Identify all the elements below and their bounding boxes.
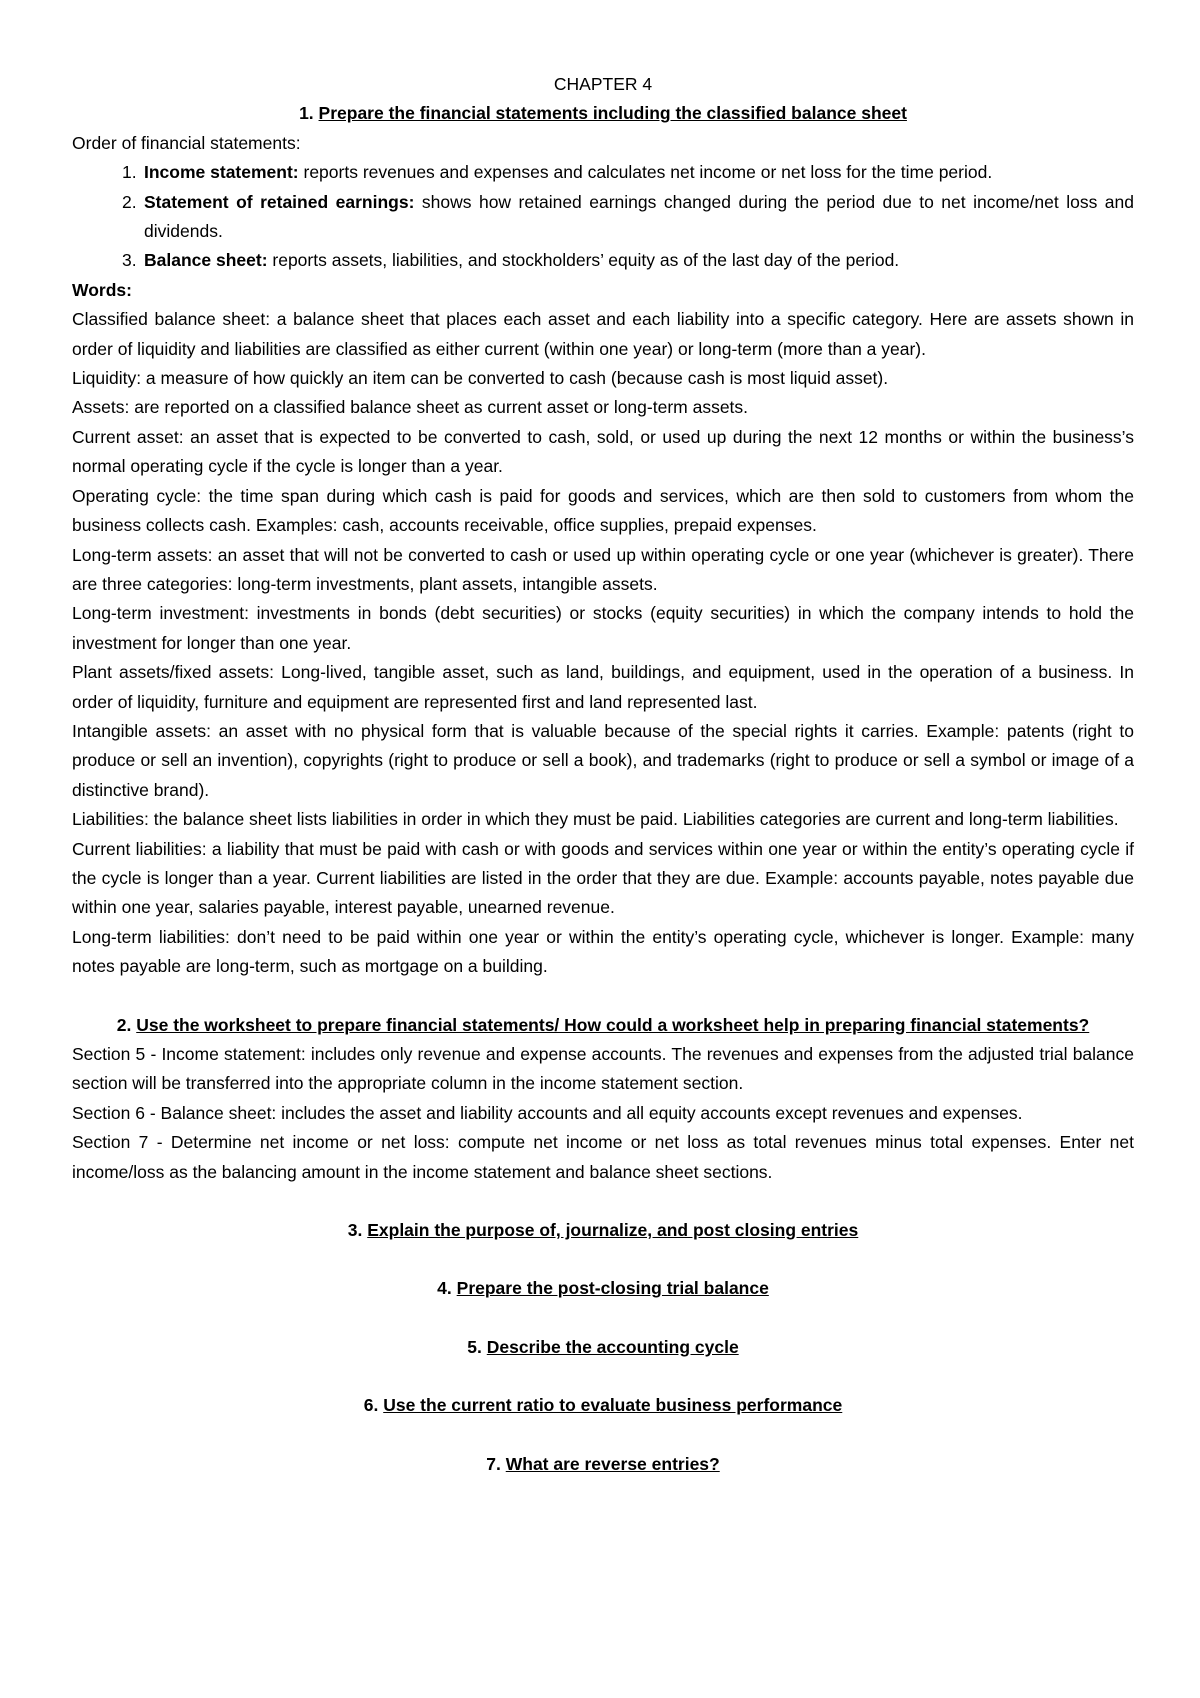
section-4-heading — [72, 1274, 1134, 1303]
section-1-title: Prepare the financial statements including the classified balance sheet — [318, 103, 907, 124]
chapter-title: CHAPTER 4 — [553, 74, 653, 94]
words-label: Words: — [72, 279, 132, 300]
order-item — [72, 188, 1134, 247]
section-6-heading — [72, 1391, 1134, 1420]
section-7-number: 7. — [486, 1453, 501, 1474]
definition: Plant assets/fixed assets: Long-lived, tangible asset, such as land, buildings, and equipment, used in the operation of a business. In order of liquidity, furniture and equipment are represented first and land represented last. — [72, 662, 1134, 712]
definition: Liquidity: a measure of how quickly an item can be converted to cash (because cash is most liquid asset). — [72, 368, 889, 389]
section-6-title: Use the current ratio to evaluate business performance — [383, 1395, 843, 1416]
section-3-title: Explain the purpose of, journalize, and post closing entries — [367, 1220, 859, 1241]
definition: Intangible assets: an asset with no physical form that is valuable because of the special rights it carries. Example: patents (right to produce or sell an invention), copyrights (right to produce or sell a book), and trademarks (right to produce or sell a symbol or image of a distinctive brand). — [72, 720, 1134, 800]
spacer — [72, 1304, 1134, 1333]
section-2-heading — [72, 1011, 1134, 1040]
definition: Classified balance sheet: a balance sheet that places each asset and each liability into a specific category. Here are assets shown in order of liquidity and liabilities are classified as either current (within one year) or long-term (more than a year). — [72, 309, 1134, 359]
section-7-heading — [72, 1450, 1134, 1479]
order-intro: Order of financial statements: — [72, 132, 301, 153]
order-item-term: Balance sheet: — [144, 250, 268, 271]
order-item — [72, 158, 1134, 187]
order-item-number: 2. — [122, 191, 137, 212]
order-item-term: Income statement: — [144, 162, 299, 183]
order-item-number: 1. — [122, 162, 137, 183]
section-4-title: Prepare the post-closing trial balance — [456, 1278, 769, 1299]
spacer — [72, 982, 1134, 1011]
worksheet-paragraph: Section 6 - Balance sheet: includes the asset and liability accounts and all equity accounts except revenues and expenses. — [72, 1102, 1023, 1123]
worksheet-paragraph: Section 7 - Determine net income or net loss: compute net income or net loss as total revenues minus total expenses. Enter net income/loss as the balancing amount in the income statement and balance sheet sections. — [72, 1132, 1134, 1182]
section-4-number: 4. — [437, 1278, 452, 1299]
definition: Operating cycle: the time span during which cash is paid for goods and services, which are then sold to customers from whom the business collects cash. Examples: cash, accounts receivable, office supplies, prepaid expenses. — [72, 485, 1134, 536]
order-item-number: 3. — [122, 250, 137, 271]
definition: Assets: are reported on a classified balance sheet as current asset or long-term assets. — [72, 397, 749, 418]
definition: Long-term liabilities: don’t need to be paid within one year or within the entity’s operating cycle, whichever is longer. Example: many notes payable are long-term, such as mortgage on a building. — [72, 926, 1134, 977]
order-item-text: reports revenues and expenses and calculates net income or net loss for the time period. — [298, 162, 993, 183]
section-1-heading — [72, 99, 1134, 128]
section-7-title: What are reverse entries? — [505, 1453, 720, 1474]
order-item — [72, 246, 1134, 275]
section-1-number: 1. — [299, 103, 314, 124]
section-5-title: Describe the accounting cycle — [486, 1336, 739, 1357]
definition: Long-term assets: an asset that will not be converted to cash or used up within operating cycle or one year (whichever is greater). There are three categories: long-term investments, plant assets, intangible assets. — [72, 544, 1134, 594]
section-2-number: 2. — [116, 1014, 132, 1035]
definition: Current asset: an asset that is expected to be converted to cash, sold, or used up during the next 12 months or within the business’s normal operating cycle if the cycle is longer than a year. — [72, 426, 1134, 477]
order-item-text: reports assets, liabilities, and stockholders’ equity as of the last day of the period. — [267, 250, 900, 271]
worksheet-paragraph: Section 5 - Income statement: includes only revenue and expense accounts. The revenues and expenses from the adjusted trial balance section will be transferred into the appropriate column in the income statement section. — [72, 1044, 1134, 1094]
definition: Liabilities: the balance sheet lists liabilities in order in which they must be paid. Liabilities categories are current and long-term liabilities. — [72, 809, 1119, 830]
spacer — [72, 1187, 1134, 1216]
order-item-text: shows how retained earnings changed during the period due to net income/net loss and dividends. — [144, 191, 1134, 242]
definition: Long-term investment: investments in bonds (debt securities) or stocks (equity securities) in which the company intends to hold the investment for longer than one year. — [72, 603, 1134, 653]
spacer — [72, 1362, 1134, 1391]
section-5-heading — [72, 1333, 1134, 1362]
order-item-term: Statement of retained earnings: — [144, 191, 415, 212]
section-2-title: Use the worksheet to prepare financial statements/ How could a worksheet help in preparing financial statements? — [136, 1014, 1090, 1035]
section-5-number: 5. — [467, 1336, 482, 1357]
spacer — [72, 1245, 1134, 1274]
order-list — [72, 158, 1134, 276]
section-6-number: 6. — [363, 1395, 379, 1416]
definition: Current liabilities: a liability that must be paid with cash or with goods and services within one year or within the entity’s operating cycle if the cycle is longer than a year. Current liabilities are listed in the order that they are due. Example: accounts payable, notes payable due within one year, salaries payable, interest payable, unearned revenue. — [72, 838, 1134, 918]
spacer — [72, 1421, 1134, 1450]
section-3-number: 3. — [347, 1220, 363, 1241]
section-3-heading — [72, 1216, 1134, 1245]
